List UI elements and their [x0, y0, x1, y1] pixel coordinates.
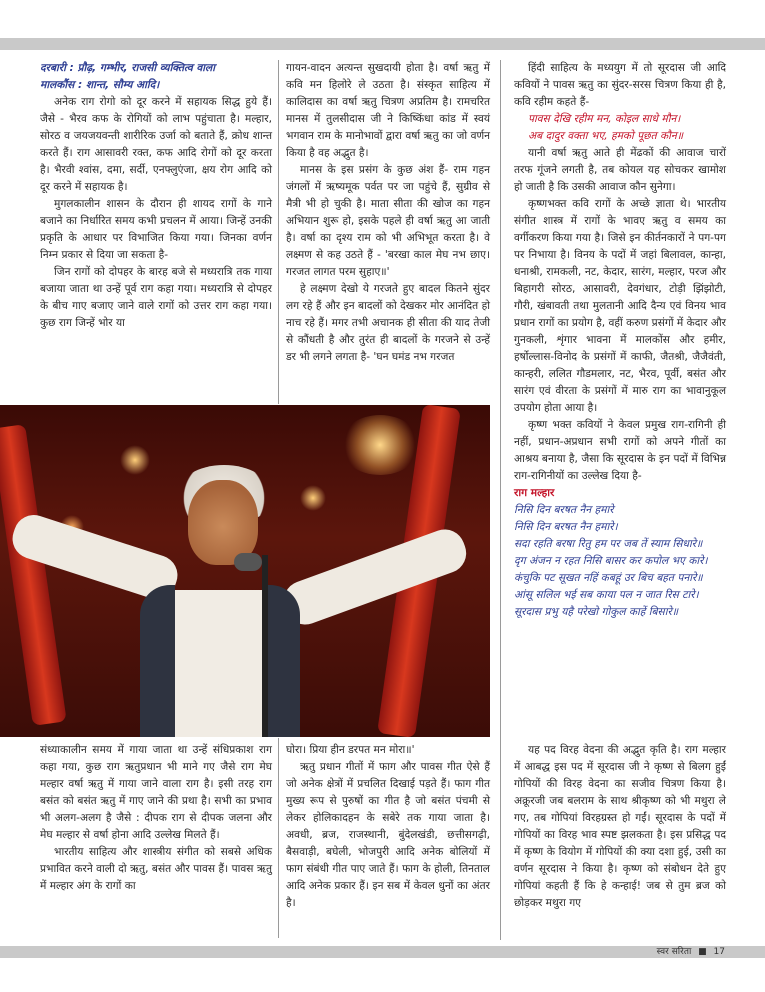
raga-nature-heading: मालकौंस : शान्त, सौम्य आदि।: [40, 79, 160, 91]
song-line: सदा रहति बरषा रितु हम पर जब तें स्याम सिधारे॥: [514, 538, 703, 550]
magazine-name: स्वर सरिता: [656, 947, 692, 957]
article-column-3: [514, 60, 727, 618]
paragraph: भारतीय साहित्य और शास्त्रीय संगीत को सबसे अधिक प्रभावित करने वाली दो ऋतु, बसंत और पावस हैं। पावस ऋतु में मल्हार अंग के रागों का: [40, 846, 272, 892]
article-column-3-lower: [514, 742, 726, 938]
column-divider: [500, 60, 501, 940]
light-glow: [300, 485, 326, 511]
paragraph: जिन रागों को दोपहर के बारह बजे से मध्यरात्रि तक गाया बजाया जाता था उन्हें पूर्व राग कहा गया। मध्यरात्रि से दोपहर के बीच गाए बजाए जाने वाले रागों को उत्तर राग कहा गया। कुछ राग जिन्हें भोर या: [40, 266, 272, 329]
top-bar: [0, 38, 765, 50]
song-line: दृग अंजन न रहत निसि बासर कर कपोल भए कारे।: [514, 555, 708, 567]
page-footer: [653, 946, 725, 958]
paragraph: अनेक राग रोगो को दूर करने में सहायक सिद्ध हुये हैं। जैसे - भैरव कफ के रोगियों को लाभ पहुंचाता है। मल्हार, सोरठ व जयजयवन्ती शारीरिक उर्जा को बताते हैं, क्रोध शान्त करते हैं। राग आसावरी रक्त, कफ आदि रोगों को दूर करता है। भैरवी श्वांस, दमा, सर्दी, एनफ्लुएंजा, क्षय रोग आदि को दूर करने में सहायक है।: [40, 96, 272, 193]
paragraph: मानस के इस प्रसंग के कुछ अंश हैं- राम गहन जंगलों में ऋष्यमूक पर्वत पर जा पहुंचे हैं, सुग्रीव से मैत्री भी हो चुकी है। माता सीता की खोज का गहन अभियान शुरू हो, इसके पहले ही वर्षा ऋतु आ जाती है। वर्षा का दृश्य राम को भी अभिभूत करता है। वे लक्ष्मण से कह उठते हैं - 'बरखा काल मेघ नभ छाए। गरजत लागत परम सुहाए॥': [286, 164, 490, 278]
song-line: सूरदास प्रभु यहै परेखो गोकुल काहें बिसारे॥: [514, 606, 679, 618]
article-column-1: [40, 60, 272, 400]
separator-icon: ■: [698, 947, 707, 957]
paragraph: यानी वर्षा ऋतु आते ही मेंढकों की आवाज चारों तरफ गूंजने लगती है, तब कोयल यह सोचकर खामोश हो जाती है कि उसकी आवाज कौन सुनेगा।: [514, 147, 726, 193]
paragraph: हे लक्ष्मण देखो ये गरजते हुए बादल कितने सुंदर लग रहे हैं और इन बादलों को देखकर मोर आनंदित हो नाच रहे हैं। मगर तभी अचानक ही सीता की याद तेजी से कौंधती है और तुरंत ही बादलों के गरजने से उन्हें डर भी लगने लगता है- 'घन घमंड नभ गरजत: [286, 283, 490, 363]
column-divider: [278, 60, 279, 404]
song-line: आंसू सलिल भई सब काया पल न जात रिस टारे।: [514, 589, 699, 601]
bottom-bar: [0, 946, 765, 958]
light-glow: [120, 445, 150, 475]
song-line: निसि दिन बरषत नैन हमारे।: [514, 521, 618, 533]
singer-photo: [0, 405, 490, 737]
paragraph: ऋतु प्रधान गीतों में फाग और पावस गीत ऐसे हैं जो अनेक क्षेत्रों में प्रचलित दिखाई पड़ते हैं। फाग गीत मुख्य रूप से पुरुषों का गीत है जो बसंत पंचमी से लेकर होलिकादहन के सबेरे तक गाया जाता है। अवधी, ब्रज, राजस्थानी, बुंदेलखंडी, छत्तीसगढ़ी, बैसवाड़ी, बघेली, भोजपुरी आदि अनेक बोलियों में फाग संबंधी गीत पाए जाते हैं। फाग के होली, तिनताल आदि अनेक प्रकार हैं। इन सब में केवल धुनों का अंतर है।: [286, 761, 490, 909]
song-line: कंचुकि पट सूखत नहिं कबहूं उर बिच बहत पनारे॥: [514, 572, 703, 584]
paragraph: गायन-वादन अत्यन्त सुखदायी होता है। वर्षा ऋतु में कवि मन हिलोरे ले उठता है। संस्कृत साहित्य में कालिदास का वर्षा ऋतु चित्रण अप्रतिम है। रामचरित मानस में तुलसीदास जी ने किष्किंधा कांड में स्वयं भगवान राम के मानोभावों द्वारा वर्षा ऋतु का जो वर्णन किया है वह अद्भुत है।: [286, 62, 490, 159]
singer-vest: [140, 585, 300, 737]
column-divider: [278, 738, 279, 938]
paragraph: कृष्ण भक्त कवियों ने केवल प्रमुख राग-रागिनी ही नहीं, प्रधान-अप्रधान सभी रागों को अपने गीतों का आश्रय बनाया है, जैसा कि सूरदास के इन पदों में विभिन्न राग-रागिनीयों का उल्लेख दिया है-: [514, 419, 726, 482]
verse-line: पावस देखि रहीम मन, कोइल साधे मौन।: [528, 113, 681, 125]
song-line: निसि दिन बरषत नैन हमारे: [514, 504, 614, 516]
mic-stand: [262, 555, 268, 737]
paragraph: कृष्णभक्त कवि रागों के अच्छे ज्ञाता थे। भारतीय संगीत शास्त्र में रागों के भावए ऋतु व समय का वर्गीकरण किया गया है। जिसे इन कीर्तनकारों ने पग-पग पर निभाया है। विनय के पदों में जहां बिलावल, कान्हा, धनाश्री, रामकली, नट, केदार, सारंग, मल्हार, परज और बिहागरी सोरठ, आसावरी, देवगंधार, टोड़ी झिंझोटी, गौरी, खंबावती तथा मुलतानी आदि दैन्य एवं विनय भाव प्रधान रागों का प्रयोग है, वहीं करुण प्रसंगों में केदार और गुनकली, शृंगार भावना में मालकोंस और हमीर, हर्षोल्लास-विनोद के प्रसंगों में काफी, जैतश्री, जैजैवंती, कान्हरी, ललित गौडमलार, नट, भैरव, पूर्वी, बसंत और सारंग एवं वीरता के प्रसंगों में मारु राग का भावानुकूल उपयोग होता आया है।: [514, 198, 727, 414]
article-column-2-lower: [286, 742, 490, 938]
paragraph: हिंदी साहित्य के मध्ययुग में तो सूरदास जी आदि कवियों ने पावस ऋतु का सुंदर-सरस चित्रण किया ही है, कवि रहीम कहते हैं-: [514, 62, 726, 108]
article-column-1-lower: [40, 742, 272, 938]
verse-line: अब दादुर वक्ता भए, हमको पूछत कौन॥: [528, 130, 684, 142]
paragraph: यह पद विरह वेदना की अद्भुत कृति है। राग मल्हार में आबद्ध इस पद में सूरदास जी ने कृष्ण से बिलग हुईं गोपियों की विरह वेदना का सजीव चित्रण किया है। अक्रूरजी जब बलराम के साथ श्रीकृष्ण को भी मथुरा ले गए, तब गोपियां विरहग्रस्त हो गईं। सूरदास के पदों में गोपियों का विरह भाव स्पष्ट झलकता है। इस प्रसिद्ध पद में कृष्ण के वियोग में गोपियों की क्या दशा हुई, उसी का वर्णन सूरदास ने किया है। कृष्ण को संबोधन देते हुए गोपियां कहती हैं कि हे कन्हाई! जब से तुम ब्रज को छोड़कर मथुरा गए: [514, 744, 726, 909]
paragraph: संध्याकालीन समय में गाया जाता था उन्हें संधिप्रकाश राग कहा गया, कुछ राग ऋतुप्रधान भी माने गए जैसे राग मेघ मल्हार वर्षा ऋतु में गाया जाने वाला राग है। इसी तरह राग बसंत को बसंत ऋतु में गाए जाने की प्रथा है। सभी का प्रभाव भी अलग-अलग है जैसे : दीपक राग से दीपक जलना और मेघ मल्हार से वर्षा होना आदि उल्लेख मिलते हैं।: [40, 744, 272, 841]
page-number: 17: [713, 947, 725, 957]
chandelier-glow: [340, 415, 420, 475]
raga-nature-heading: दरबारी : प्रौढ़, गम्भीर, राजसी व्यक्तित्व वाला: [40, 62, 215, 74]
paragraph: घोरा। प्रिया हीन डरपत मन मोरा॥': [286, 744, 415, 756]
singer-right-arm: [278, 524, 472, 630]
tanpura-left: [0, 424, 67, 726]
microphone-icon: [234, 553, 262, 571]
paragraph: मुगलकालीन शासन के दौरान ही शायद रागों के गाने बजाने का निर्धारित समय कभी प्रचलन में आया। जिन्हें उनकी प्रकृति के आधार पर विभाजित किया गया। जिनका वर्णन निम्न प्रकार से दिया जा सकता है-: [40, 198, 272, 261]
article-column-2: [286, 60, 490, 400]
song-title: राग मल्हार: [514, 487, 555, 499]
